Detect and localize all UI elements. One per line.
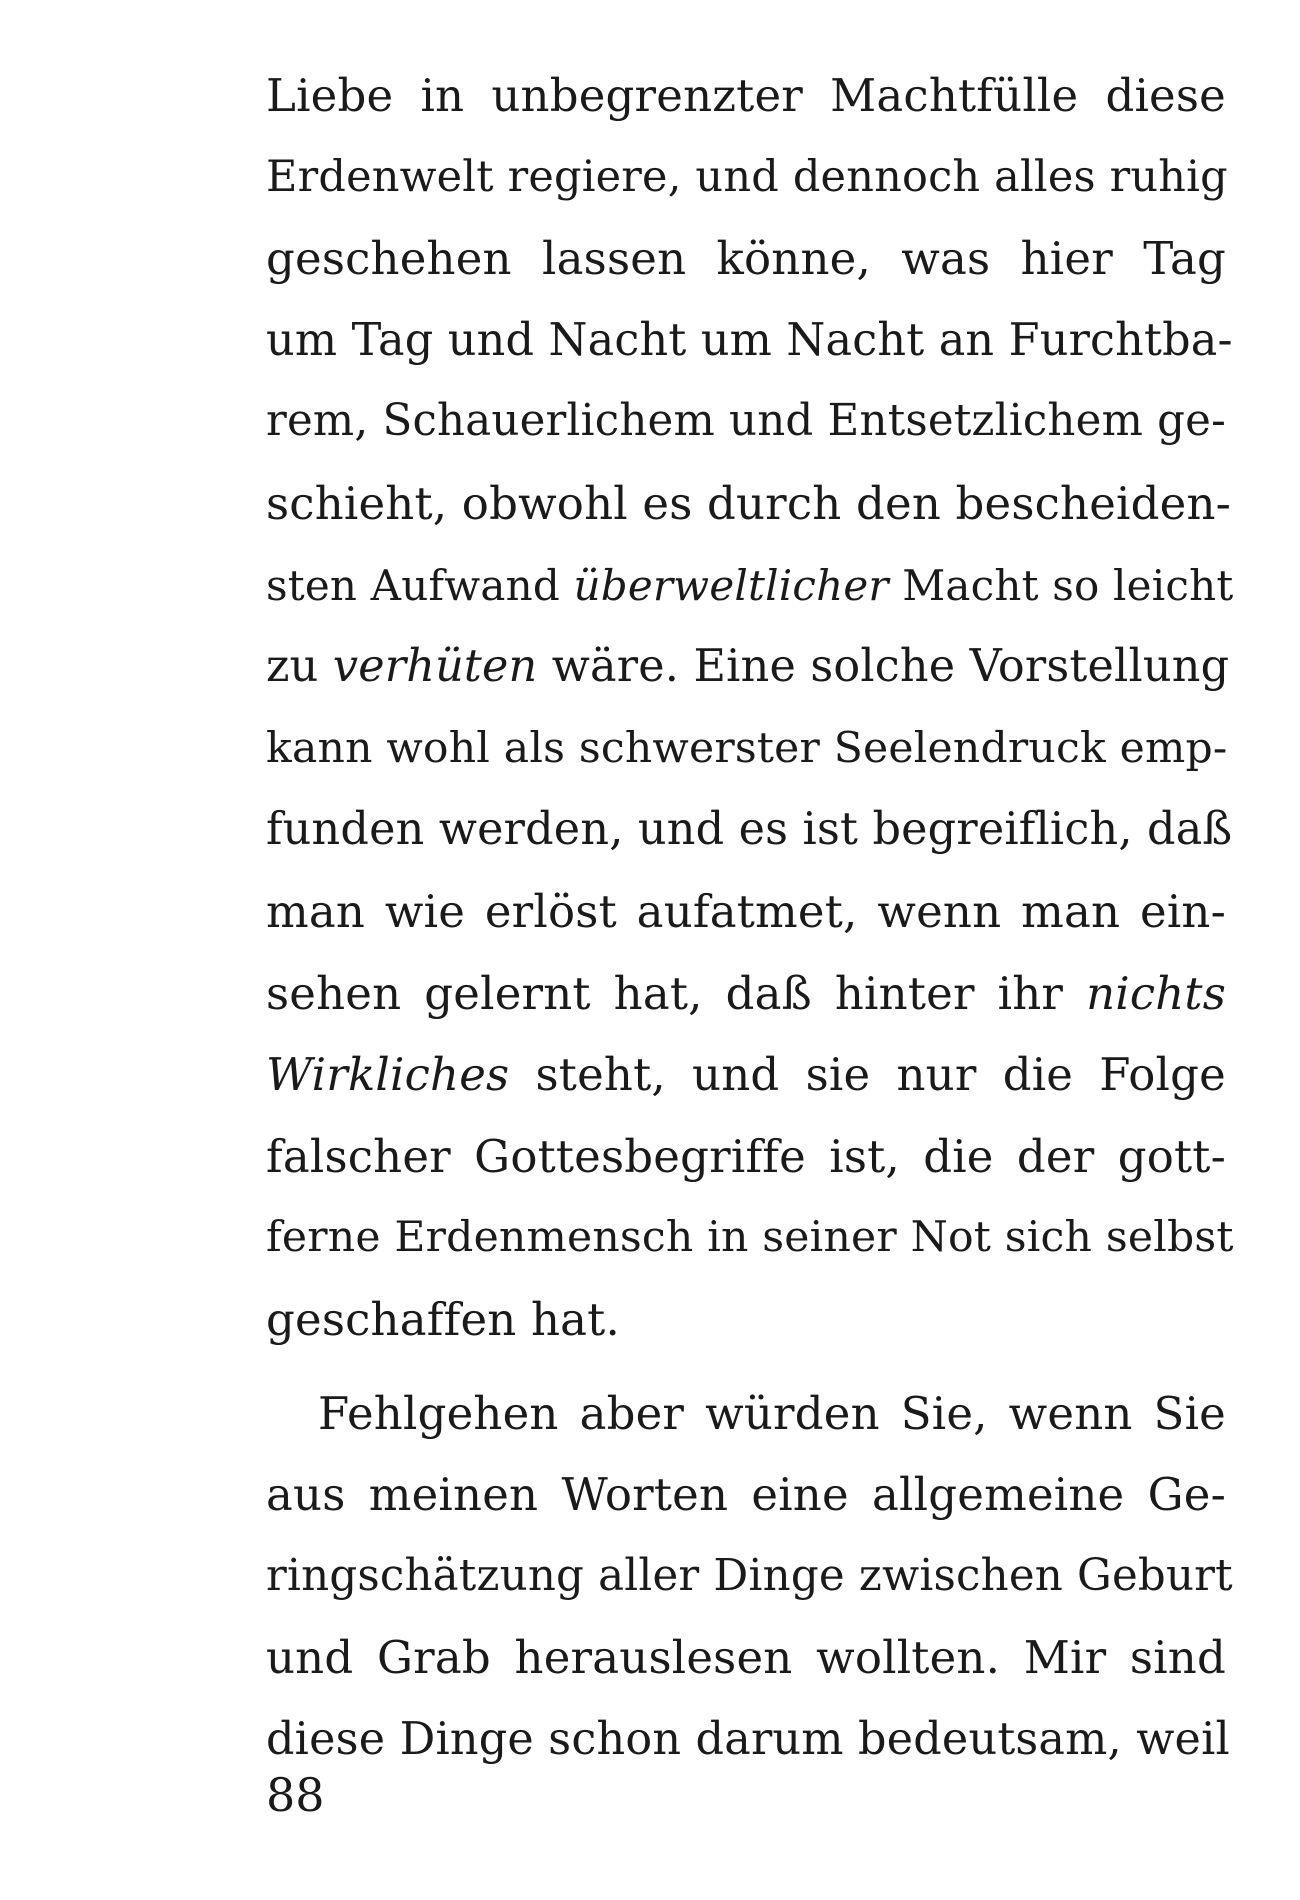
text-segment: Fehlgehen aber würden Sie, wenn Sie: [318, 1386, 1226, 1440]
text-line: [266, 1536, 1233, 1618]
text-line: [266, 708, 1226, 790]
text-segment: funden werden, und es ist begreiflich, daß: [266, 804, 1233, 856]
text-line: [266, 545, 1234, 627]
text-line: [266, 1197, 1234, 1279]
text-segment: sehen gelernt hat, daß hinter ihr: [266, 966, 1087, 1020]
text-segment: ringschätzung aller Dinge zwischen Geburt: [266, 1550, 1233, 1601]
text-segment: um Tag und Nacht um Nacht an Furchtba-: [266, 314, 1233, 366]
text-segment: geschaffen hat.: [266, 1292, 620, 1346]
text-line: [266, 300, 1233, 382]
page-number: 88: [266, 1768, 325, 1822]
text-line: [266, 1279, 1226, 1361]
text-segment: geschehen lassen könne, was hier Tag: [266, 232, 1226, 286]
text-segment: und Grab herauslesen wollten. Mir sind: [266, 1631, 1226, 1685]
text-segment: Macht so leicht: [888, 560, 1234, 610]
text-segment: man wie erlöst aufatmet, wenn man ein-: [266, 884, 1226, 938]
italic-text: verhüten: [332, 641, 538, 693]
text-line: [266, 1034, 1226, 1116]
text-line: [266, 1454, 1226, 1536]
text-segment: aus meinen Worten eine allgemeine Ge-: [266, 1468, 1226, 1522]
text-line: [266, 871, 1226, 953]
text-line: [266, 463, 1232, 545]
text-line: [266, 1116, 1226, 1198]
italic-text: Wirkliches: [266, 1048, 510, 1102]
text-line: [266, 953, 1226, 1035]
text-line: [266, 218, 1226, 300]
text-segment: steht, und sie nur die Folge: [509, 1048, 1226, 1102]
text-line: [266, 789, 1233, 871]
text-segment: kann wohl als schwerster Seelendruck emp-: [266, 723, 1228, 773]
italic-text: überweltlicher: [573, 560, 889, 610]
paragraph: [266, 1373, 1233, 1781]
text-segment: falscher Gottesbegriffe ist, die der gott-: [266, 1129, 1226, 1183]
text-segment: wäre. Eine solche Vorstellung: [537, 641, 1230, 693]
text-line: [266, 137, 1226, 219]
text-segment: schieht, obwohl es durch den bescheiden-: [266, 476, 1232, 530]
text-segment: Erdenwelt regiere, und dennoch alles ruhig: [266, 151, 1228, 202]
body-text: [266, 55, 1234, 1780]
text-line: [266, 626, 1230, 708]
text-segment: sten Aufwand: [266, 560, 574, 610]
text-line: [266, 1373, 1226, 1455]
italic-text: nichts: [1086, 966, 1226, 1020]
text-line: [266, 381, 1226, 463]
text-line: [266, 1617, 1226, 1699]
text-segment: rem, Schauerlichem und Entsetzlichem ge-: [266, 396, 1226, 447]
text-line: [266, 55, 1226, 137]
text-segment: diese Dinge schon darum bedeutsam, weil: [266, 1713, 1230, 1765]
text-segment: zu: [266, 641, 333, 693]
text-segment: ferne Erdenmensch in seiner Not sich selbst: [266, 1213, 1234, 1263]
text-line: [266, 1699, 1230, 1781]
text-segment: Liebe in unbegrenzter Machtfülle diese: [266, 69, 1226, 122]
paragraph: [266, 55, 1234, 1361]
